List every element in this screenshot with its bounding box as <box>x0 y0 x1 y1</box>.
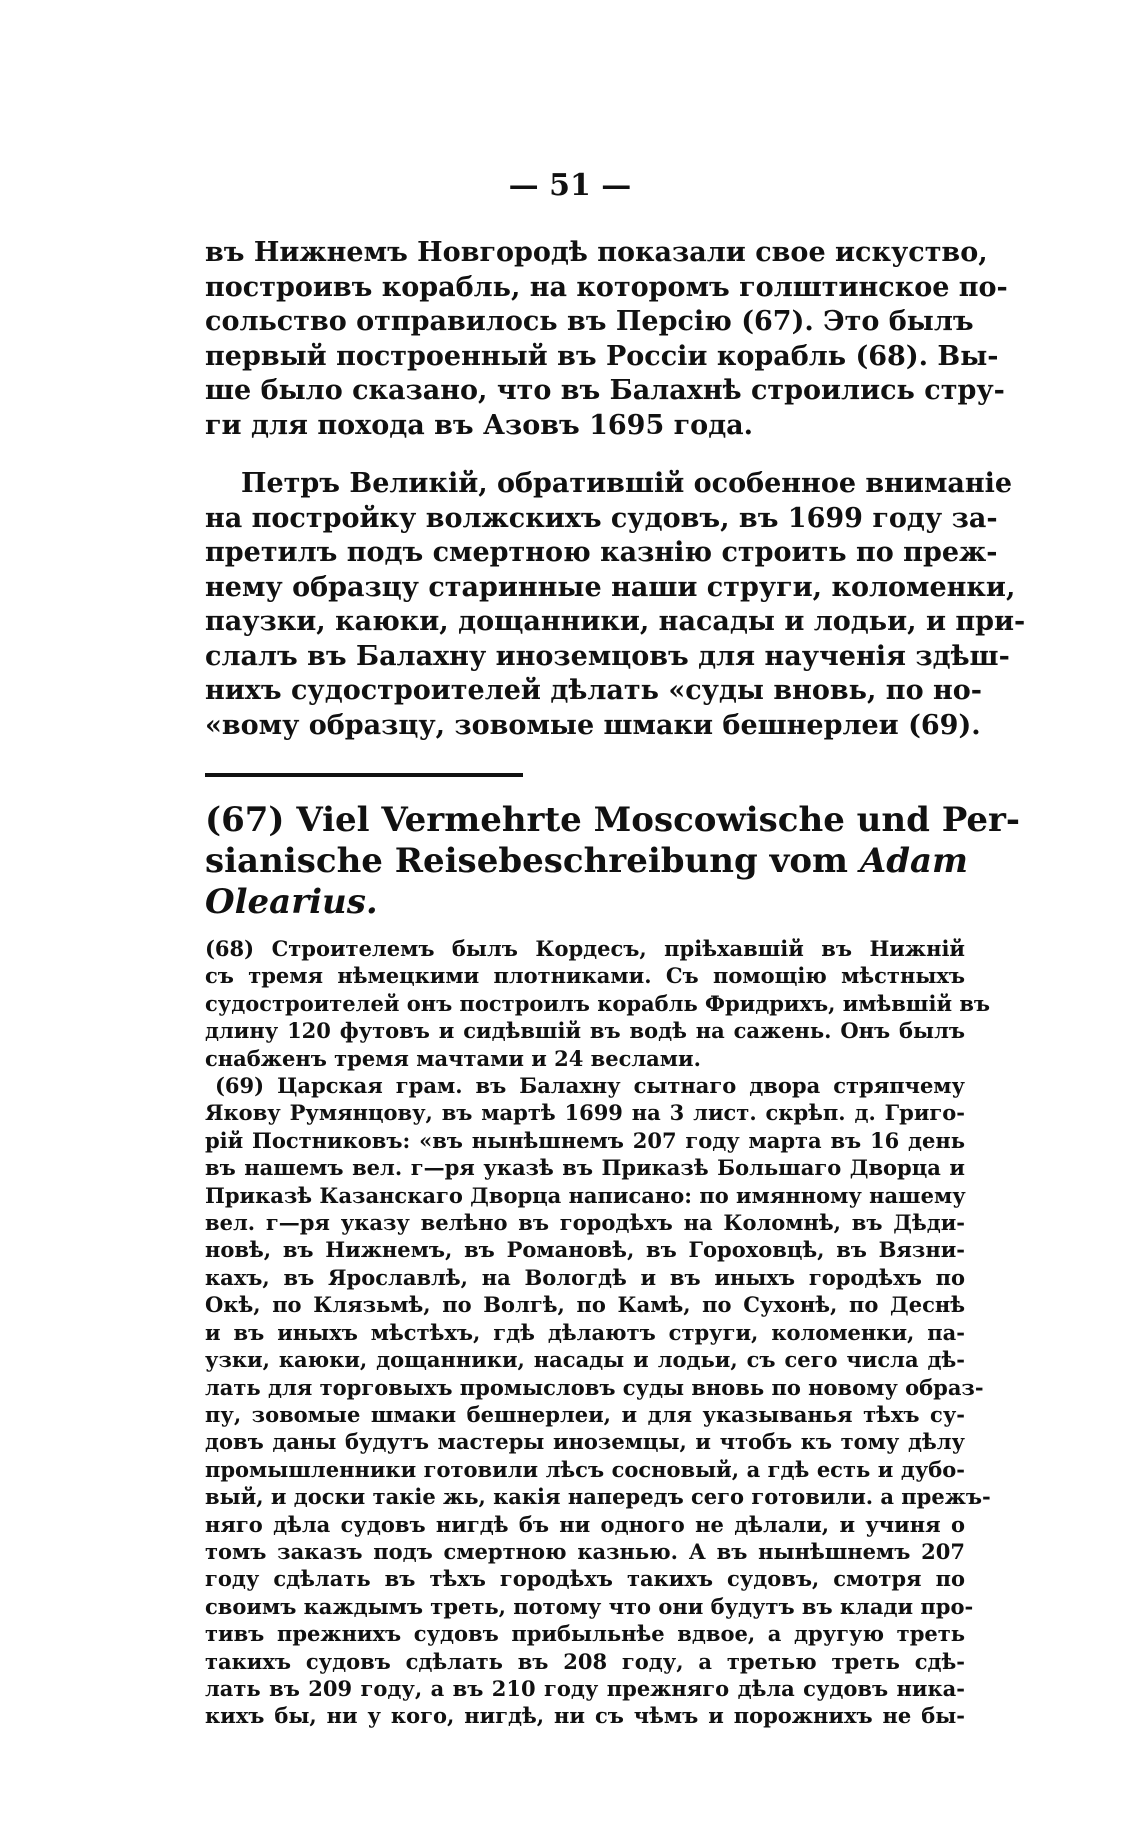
footnote-line: кихъ бы, ни у кого, нигдѣ, ни съ чѣмъ и порожнихъ не бы- <box>205 1703 965 1729</box>
main-paragraph-2 <box>205 467 1026 743</box>
text-line: первый построенный въ Россіи корабль (68). Вы- <box>205 340 999 372</box>
footnote-line: длину 120 футовъ и сидѣвшій въ водѣ на сажень. Онъ былъ <box>205 1018 965 1044</box>
footnote-author-first: Adam <box>859 841 969 881</box>
footnote-line: Окѣ, по Клязьмѣ, по Волгѣ, по Камѣ, по Сухонѣ, по Деснѣ <box>205 1292 965 1318</box>
footnote-line: Приказѣ Казанскаго Дворца написано: по имянному нашему <box>205 1182 966 1208</box>
text-line: Петръ Великій, обратившій особенное вниманіе <box>241 468 1013 499</box>
footnote-line: судостроителей онъ построилъ корабль Фридрихъ, имѣвшій въ <box>205 990 991 1016</box>
footnotes-block <box>205 935 991 1730</box>
text-line: сольство отправилось въ Персію (67). Это былъ <box>205 306 974 337</box>
text-line: нему образцу старинные наши струги, коломенки, <box>205 571 1016 603</box>
footnote-line: кахъ, въ Ярославлѣ, на Вологдѣ и въ иныхъ городѣхъ по <box>205 1264 965 1290</box>
footnote-line: вый, и доски такіе жь, какія напередъ сего готовили. а прежъ- <box>205 1484 991 1510</box>
footnote-line: вел. г—ря указу велѣно въ городѣхъ на Коломнѣ, въ Дѣди- <box>205 1210 965 1236</box>
footnote-line: рій Постниковъ: «въ нынѣшнемъ 207 году марта въ 16 день <box>205 1127 965 1153</box>
footnote-title-line <box>205 841 969 882</box>
footnote-line: съ тремя нѣмецкими плотниками. Съ помощію мѣстныхъ <box>205 963 965 989</box>
footnote-line: тивъ прежнихъ судовъ прибыльнѣе вдвое, а другую треть <box>205 1621 965 1647</box>
page-number: — 51 — <box>508 168 632 203</box>
footnote-line: снабженъ тремя мачтами и 24 веслами. <box>205 1045 701 1071</box>
text-line: «вому образцу, зовомые шмаки бешнерлеи (69). <box>205 709 981 741</box>
footnote-line: пу, зовомые шмаки бешнерлеи, и для указыванья тѣхъ су- <box>205 1401 965 1427</box>
text-line: ше было сказано, что въ Балахнѣ строились стру- <box>205 375 1005 406</box>
footnote-line: Якову Румянцову, въ мартѣ 1699 на 3 лист. скрѣп. д. Григо- <box>205 1100 965 1126</box>
footnote-title-line: (67) Viel Vermehrte Moscowische und Per- <box>205 800 1021 840</box>
footnote-line: узки, каюки, дощанники, насады и лодьи, съ сего числа дѣ- <box>205 1347 965 1373</box>
footnote-divider <box>205 773 523 777</box>
footnote-67-title <box>205 800 1021 923</box>
footnote-line: такихъ судовъ сдѣлать въ 208 году, а третью треть сдѣ- <box>205 1648 965 1674</box>
text-line: на постройку волжскихъ судовъ, въ 1699 году за- <box>205 502 998 534</box>
footnote-line: промышленники готовили лѣсъ сосновый, а гдѣ есть и дубо- <box>205 1456 965 1482</box>
footnote-line: новѣ, въ Нижнемъ, въ Романовѣ, въ Гороховцѣ, въ Вязни- <box>205 1237 965 1263</box>
footnote-line: няго дѣла судовъ нигдѣ бъ ни одного не дѣлали, и учиня о <box>205 1511 965 1537</box>
footnote-line: (68) Строителемъ былъ Кордесъ, пріѣхавшій въ Нижній <box>205 936 965 961</box>
text-line: въ Нижнемъ Новгородѣ показали свое искуство, <box>205 237 988 268</box>
footnote-author-last: Olearius. <box>205 882 378 922</box>
footnote-line: довъ даны будутъ мастеры иноземцы, и чтобъ къ тому дѣлу <box>205 1429 965 1455</box>
footnote-line: томъ заказъ подъ смертною казнью. А въ нынѣшнемъ 207 <box>205 1538 965 1564</box>
text-line: паузки, каюки, дощанники, насады и лодьи, и при- <box>205 606 1026 637</box>
footnote-line: своимъ каждымъ треть, потому что они будутъ въ клади про- <box>205 1593 974 1619</box>
text-line: построивъ корабль, на которомъ голштинское по- <box>205 271 1008 303</box>
text-line: претилъ подъ смертною казнію строить по преж- <box>205 537 998 568</box>
footnote-line: лать въ 209 году, а въ 210 году прежняго дѣла судовъ ника- <box>205 1675 965 1701</box>
footnote-line: въ нашемъ вел. г—ря указѣ въ Приказѣ Большаго Дворца и <box>205 1155 965 1181</box>
footnote-title-text: sianische Reisebeschreibung vom <box>205 841 860 881</box>
text-line: нихъ судостроителей дѣлать «суды вновь, по но- <box>205 675 982 706</box>
text-line: ги для похода въ Азовъ 1695 года. <box>205 409 754 441</box>
main-paragraph-1 <box>205 236 1008 443</box>
footnote-line: году сдѣлать въ тѣхъ городѣхъ такихъ судовъ, смотря по <box>205 1566 965 1592</box>
footnote-line: лать для торговыхъ промысловъ суды вновь по новому образ- <box>205 1374 984 1400</box>
footnote-line: (69) Царская грам. въ Балахну сытнаго двора стряпчему <box>215 1073 965 1099</box>
footnote-line: и въ иныхъ мѣстѣхъ, гдѣ дѣлаютъ струги, коломенки, па- <box>205 1319 965 1345</box>
text-line: слалъ въ Балахну иноземцовъ для наученія здѣш- <box>205 640 1010 672</box>
